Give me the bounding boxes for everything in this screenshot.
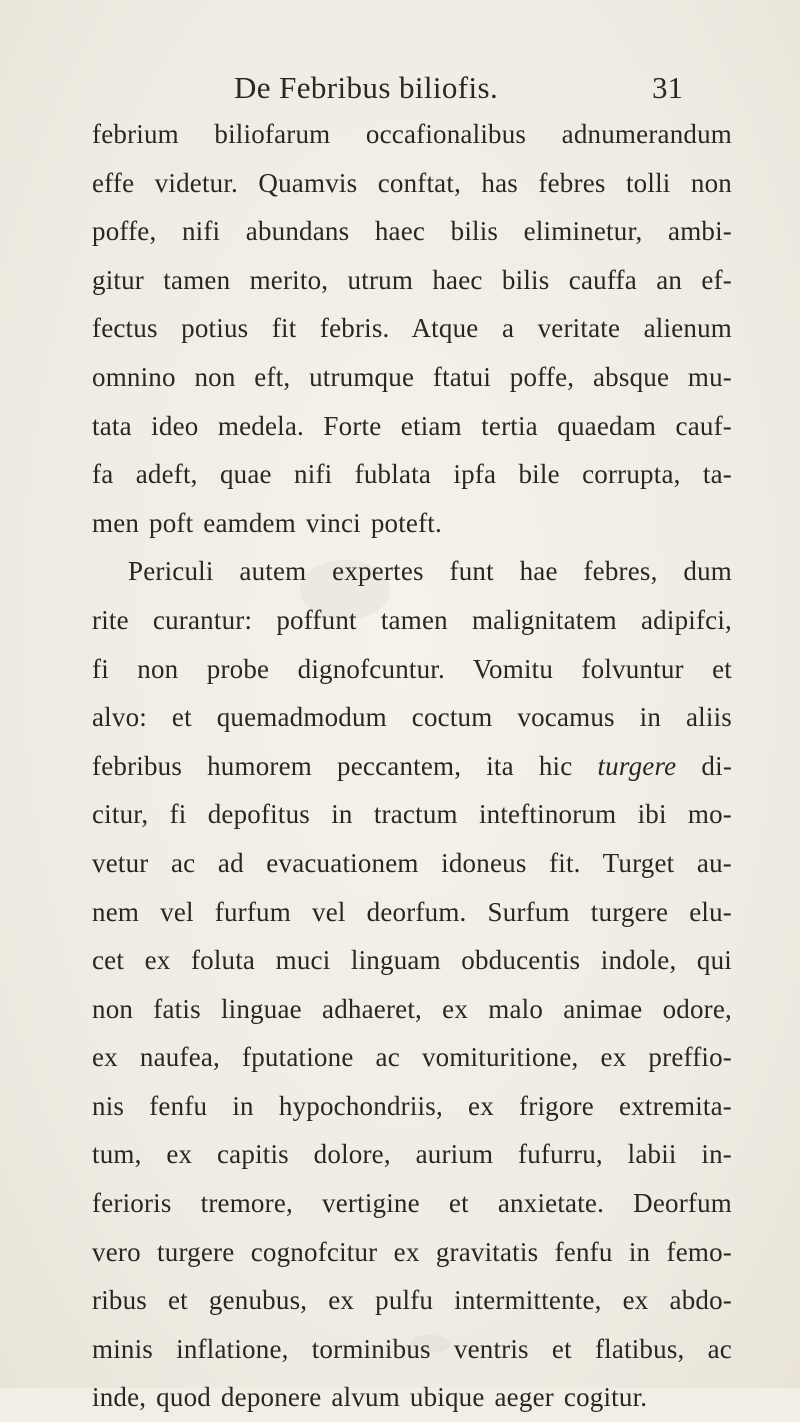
text-line: cet ex foluta muci linguam obducentis indole, qui — [92, 945, 732, 976]
body-text — [92, 110, 732, 1422]
text-line: ribus et genubus, ex pulfu intermittente, ex abdo- — [92, 1285, 732, 1316]
text-line: nis fenfu in hypochondriis, ex frigore extremita- — [92, 1090, 732, 1121]
text-line: men poft eamdem vinci poteft. — [92, 507, 442, 538]
text-line: non fatis linguae adhaeret, ex malo animae odore, — [92, 993, 732, 1024]
page-number: 31 — [652, 70, 683, 105]
text-segment: febribus humorem peccantem, ita hic — [92, 750, 573, 781]
text-line-with-italic — [92, 742, 732, 791]
text-line: fa adeft, quae nifi fublata ipfa bile corrupta, ta- — [92, 459, 732, 490]
text-line: minis inflatione, torminibus ventris et flatibus, ac — [92, 1333, 732, 1364]
text-line: febrium biliofarum occafionalibus adnumerandum — [92, 119, 732, 149]
text-line: inde, quod deponere alvum ubique aeger cogitur. — [92, 1382, 648, 1413]
text-line: tata ideo medela. Forte etiam tertia quaedam cauf- — [92, 410, 732, 441]
text-line: tum, ex capitis dolore, aurium fufurru, labii in- — [92, 1139, 732, 1170]
text-line: citur, fi depofitus in tractum inteftinorum ibi mo- — [92, 799, 732, 830]
text-line: vetur ac ad evacuationem idoneus fit. Turget au- — [92, 847, 732, 878]
text-line: fectus potius fit febris. Atque a veritate alienum — [92, 313, 732, 344]
text-line: omnino non eft, utrumque ftatui poffe, absque mu- — [92, 361, 732, 392]
text-line: effe videtur. Quamvis conftat, has febres tolli non — [92, 167, 732, 198]
paragraph-first-line: Periculi autem expertes funt hae febres, dum — [128, 556, 732, 587]
italic-word: turgere — [597, 750, 677, 781]
text-line: alvo: et quemadmodum coctum vocamus in aliis — [92, 702, 732, 733]
text-line: gitur tamen merito, utrum haec bilis cauffa an ef- — [92, 264, 732, 295]
running-head — [0, 70, 800, 110]
text-segment: di- — [701, 750, 733, 781]
text-line: poffe, nifi abundans haec bilis eliminetur, ambi- — [92, 216, 732, 247]
text-line: fi non probe dignofcuntur. Vomitu folvuntur et — [92, 653, 732, 684]
text-line: ferioris tremore, vertigine et anxietate. Deorfum — [92, 1188, 732, 1219]
text-line: nem vel furfum vel deorfum. Surfum turgere elu- — [92, 896, 732, 927]
text-line: ex naufea, fputatione ac vomituritione, ex preffio- — [92, 1042, 732, 1073]
text-line: rite curantur: poffunt tamen malignitatem adipifci, — [92, 604, 732, 635]
text-line: vero turgere cognofcitur ex gravitatis fenfu in femo- — [92, 1236, 732, 1267]
running-title: De Febribus biliofis. — [234, 70, 499, 105]
